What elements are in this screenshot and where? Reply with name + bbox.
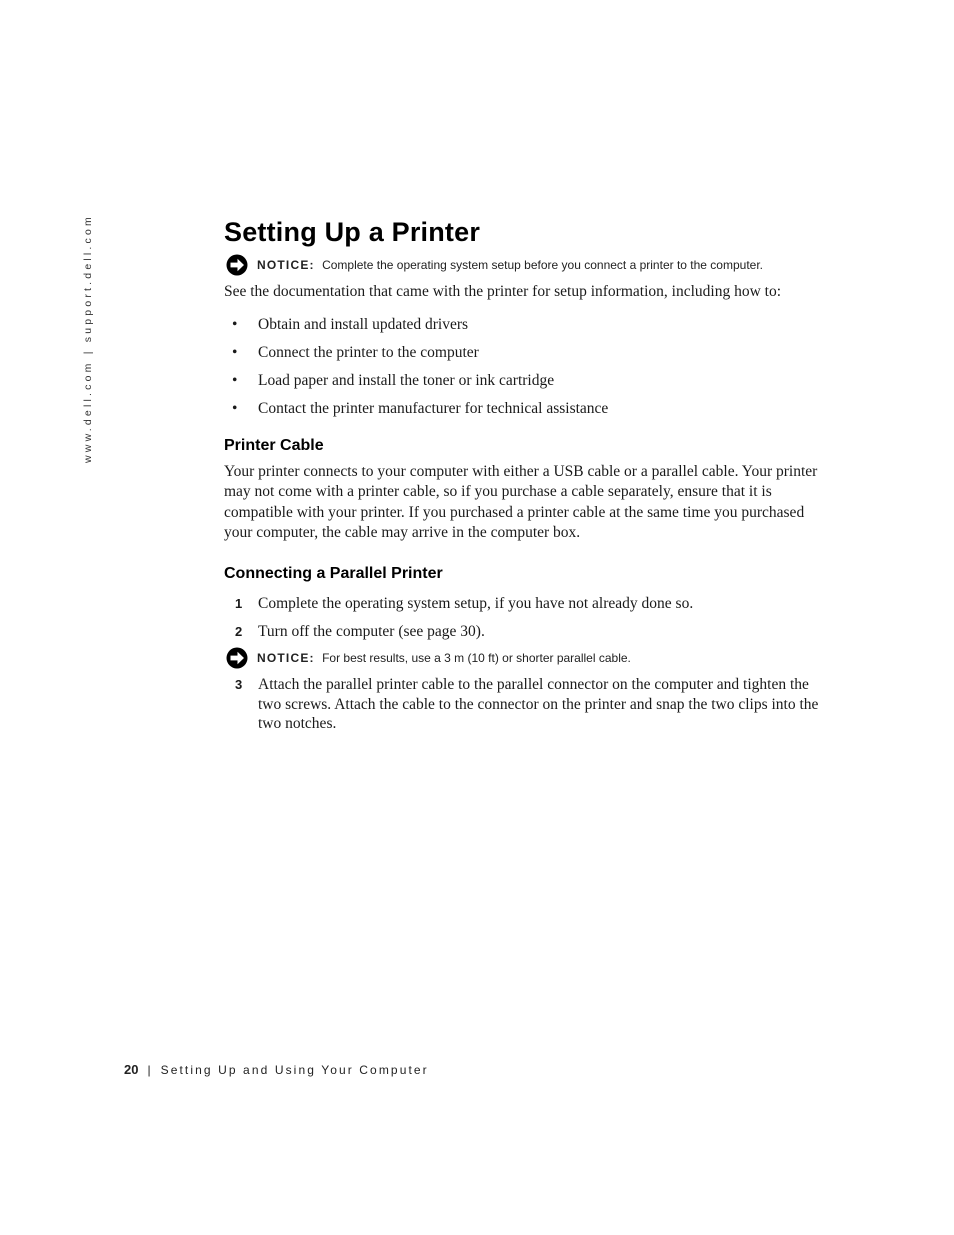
section-heading-parallel-printer: Connecting a Parallel Printer (224, 564, 443, 582)
parallel-steps-list-continued (224, 675, 824, 734)
step-text: Turn off the computer (see page 30). (258, 622, 485, 640)
list-item: • Load paper and install the toner or ink cartridge (232, 371, 555, 389)
step-number: 1 (235, 595, 243, 611)
step-item (224, 675, 824, 734)
notice-cable-length (224, 648, 824, 668)
list-item: • Obtain and install updated drivers (232, 315, 469, 333)
page-title: Setting Up a Printer (224, 217, 481, 247)
step-item (224, 594, 824, 614)
notice-arrow-icon (226, 254, 248, 276)
setup-topics-list (224, 311, 824, 423)
notice-os-setup (224, 255, 824, 275)
page-footer (124, 1062, 429, 1077)
step-text: Complete the operating system setup, if you have not already done so. (258, 594, 694, 612)
intro-paragraph: See the documentation that came with the printer for setup information, including how to: (224, 283, 782, 300)
list-item: • Contact the printer manufacturer for technical assistance (232, 399, 609, 417)
notice-text: Complete the operating system setup before you connect a printer to the computer. (322, 258, 763, 272)
notice-label: NOTICE: (257, 651, 315, 665)
list-item: • Connect the printer to the computer (232, 343, 479, 361)
chapter-title: Setting Up and Using Your Computer (160, 1063, 429, 1077)
section-heading-printer-cable: Printer Cable (224, 436, 324, 454)
step-item (224, 622, 824, 642)
side-url: www.dell.com | support.dell.com (82, 214, 94, 463)
page-content (224, 213, 824, 734)
step-number: 2 (235, 623, 243, 639)
step-text: Attach the parallel printer cable to the parallel connector on the computer and tighten the two screws. Attach the cable to the connector on the printer and snap the two clips into the two notches. (258, 676, 819, 732)
notice-label: NOTICE: (257, 258, 315, 272)
notice-arrow-icon (226, 647, 248, 669)
parallel-steps-list (224, 594, 824, 642)
footer-separator: | (147, 1063, 151, 1077)
notice-text: For best results, use a 3 m (10 ft) or shorter parallel cable. (322, 651, 631, 665)
page-number: 20 (124, 1062, 139, 1077)
step-number: 3 (235, 677, 243, 692)
printer-cable-paragraph: Your printer connects to your computer with either a USB cable or a parallel cable. Your printer may not come with a printer cable, so if you purchase a cable separately, ensure that it is compatible with your printer. If you purchased a printer cable at the same time you purchased your computer, the cable may arrive in the computer box. (224, 462, 818, 541)
